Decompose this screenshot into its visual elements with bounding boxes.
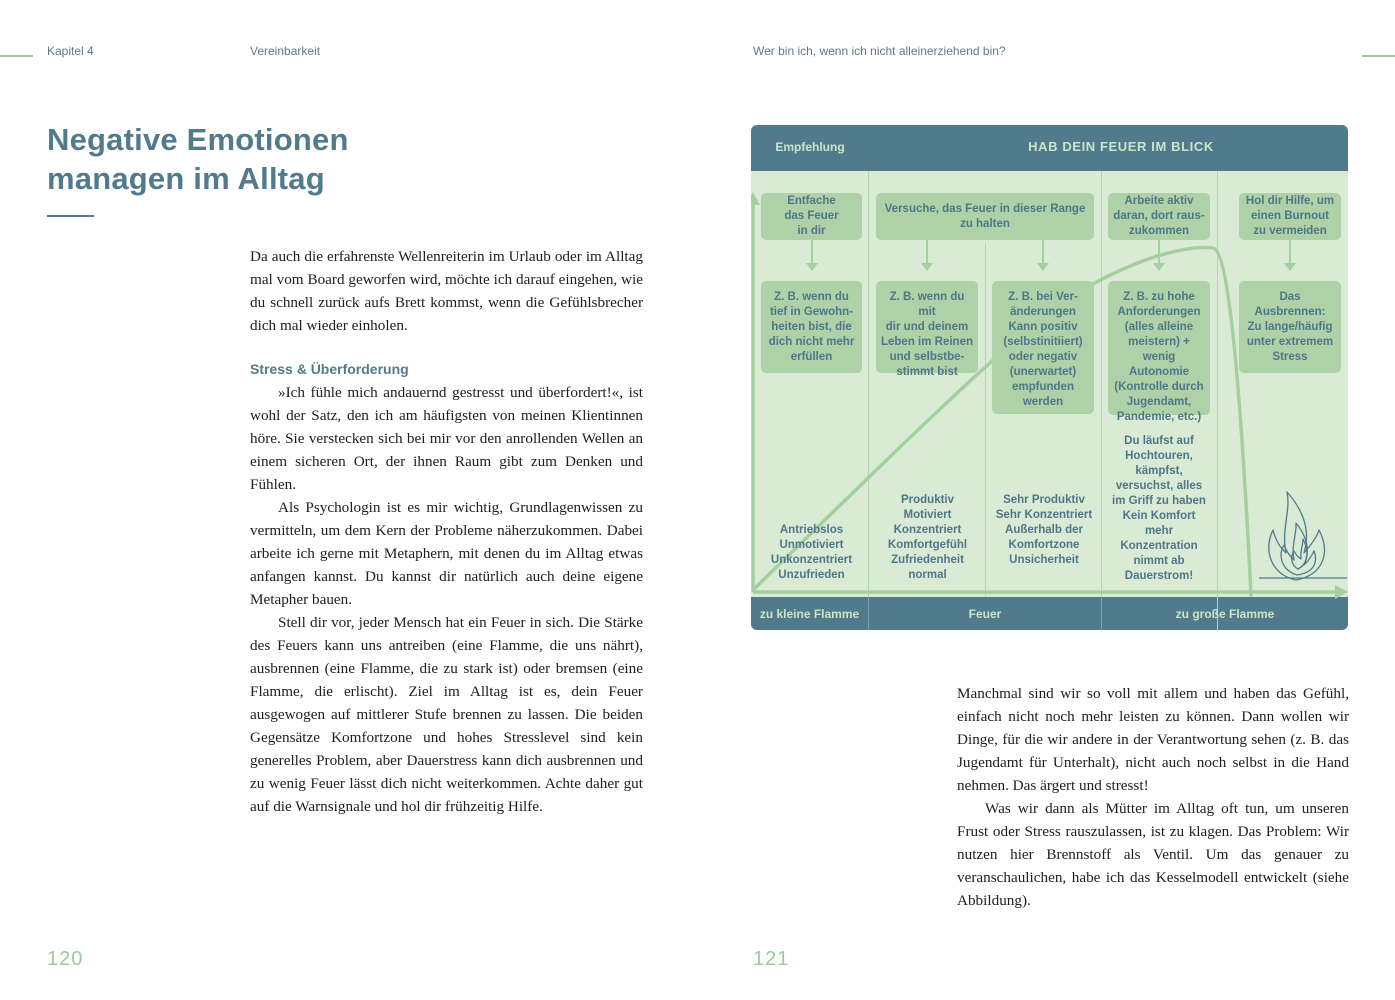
state-text (1103, 434, 1215, 584)
box-line: Das Ausbrennen: (1254, 290, 1326, 318)
box-line: werden (1022, 396, 1064, 408)
title-line: Negative Emotionen (47, 122, 349, 157)
box-line: und selbstbe- (889, 351, 965, 363)
recommendation-box (761, 193, 862, 240)
state-line: normal (908, 569, 947, 581)
state-line: versuchst, alles (1115, 480, 1203, 492)
fire-diagram (751, 125, 1348, 630)
box-line: Arbeite aktiv (1124, 195, 1194, 207)
box-line: tief in Gewohn- (769, 306, 854, 318)
box-line: Hol dir Hilfe, um (1245, 195, 1335, 207)
state-line: Unsicherheit (1009, 554, 1079, 566)
box-line: (selbstinitiiert) (1003, 336, 1083, 348)
page-number-left: 120 (47, 948, 84, 970)
box-line: Stress (1272, 350, 1308, 363)
body-paragraph: Manchmal sind wir so voll mit allem und haben das Gefühl, einfach nicht noch mehr leisten zu können. Dann wollen wir Dinge, für die wir andere in der Verantwortung sehen (z. B. das Jugendamt für Unterhalt), nicht auch noch selbst in die Hand nehmen. Das ärgert und stresst! (957, 685, 1349, 794)
box-line: Jugendamt, (1126, 396, 1192, 408)
diagram-header-left: Empfehlung (775, 140, 845, 154)
recommendation-box (876, 193, 1094, 240)
state-line: Komfortzone (1008, 539, 1080, 551)
box-line: Kann positiv (1008, 321, 1078, 333)
state-line: Produktiv (900, 494, 955, 506)
intro-paragraph: Da auch die erfahrenste Wellenreiterin im Urlaub oder im Alltag mal vom Board geworfen wird, möchte ich darauf eingehen, wie du schnell zurück aufs Brett kommst, wenn die Gefühlsbrecher dich mal wieder einholen. (250, 248, 643, 334)
state-line: Hochtouren, (1125, 450, 1193, 462)
box-line: heiten bist, die (771, 321, 852, 333)
box-line: Anforderungen (1117, 306, 1201, 318)
box-line: meistern) + (1128, 336, 1190, 348)
box-line: zu vermeiden (1253, 225, 1327, 237)
state-text (988, 493, 1100, 568)
box-line: Zu lange/häufig (1247, 320, 1333, 333)
running-header-chapter: Kapitel 4 (47, 44, 94, 58)
state-line: Motiviert (903, 509, 952, 521)
state-line: mehr (1144, 525, 1174, 537)
box-line: in dir (797, 225, 826, 237)
running-header-right: Wer bin ich, wenn ich nicht alleinerziehend bin? (753, 44, 1006, 58)
footer-label-fire: Feuer (968, 607, 1002, 621)
box-line: dir und deinem (885, 321, 969, 333)
box-line: empfunden (1012, 381, 1074, 393)
box-line: Versuche, das Feuer in dieser Range (884, 202, 1086, 215)
box-line: stimmt bist (896, 366, 958, 378)
box-line: (Kontrolle durch (1114, 381, 1204, 393)
example-box (876, 281, 978, 378)
box-line: einen Burnout (1251, 210, 1329, 222)
running-header-section: Vereinbarkeit (250, 44, 321, 58)
box-line: Z. B. bei Ver- (1008, 291, 1078, 303)
state-line: Sehr Konzentriert (995, 509, 1093, 521)
box-line: erfüllen (790, 351, 833, 363)
state-text (759, 523, 864, 583)
example-box (761, 281, 862, 373)
state-line: Unzufrieden (778, 569, 845, 581)
page-number-right: 121 (753, 948, 790, 970)
state-line: Dauerstrom! (1124, 570, 1194, 582)
box-line: Z. B. wenn du mit (889, 291, 965, 318)
state-line: Antriebslos (779, 524, 844, 536)
title-line: managen im Alltag (47, 161, 325, 196)
header-rule-left (0, 55, 33, 57)
example-box (992, 281, 1094, 414)
subheading: Stress & Überforderung (250, 361, 409, 377)
state-line: nimmt ab (1133, 555, 1185, 567)
box-line: Z. B. zu hohe (1123, 291, 1195, 303)
state-line: Zufriedenheit (891, 554, 964, 566)
box-line: (alles alleine (1124, 321, 1194, 333)
flame-icon (1259, 492, 1347, 580)
recommendation-box (1239, 193, 1341, 240)
box-line: Z. B. wenn du (774, 291, 849, 303)
box-line: änderungen (1010, 306, 1076, 318)
title-underline (47, 215, 94, 217)
state-line: Du läufst auf (1124, 435, 1194, 447)
state-line: kämpfst, (1135, 465, 1183, 477)
box-line: zu halten (960, 217, 1010, 230)
right-body (957, 682, 1349, 912)
box-line: oder negativ (1008, 351, 1078, 363)
chapter-title (47, 120, 447, 198)
box-line: wenig Autonomie (1128, 351, 1190, 378)
x-axis-arrow (1335, 585, 1348, 599)
box-line: dich nicht mehr (768, 336, 855, 348)
state-line: Komfortgefühl (887, 539, 968, 551)
body-paragraph: Als Psychologin ist es mir wichtig, Grundlagenwissen zu vermitteln, um dem Kern der Probleme näherzukommen. Dabei arbeite ich gerne mit Metaphern, mit denen du im Alltag etwas anfangen kannst. Du kannst dir natürlich auch deine eigene Metapher bauen. (250, 499, 643, 608)
footer-label-large: zu große Flamme (1175, 607, 1275, 621)
state-line: Konzentration (1120, 540, 1198, 552)
state-line: Konzentriert (893, 524, 962, 536)
box-line: Entfache (787, 195, 836, 207)
y-axis-arrow (751, 192, 760, 205)
box-line: (unerwartet) (1009, 366, 1077, 378)
state-text (871, 493, 984, 583)
state-line: Unkonzentriert (770, 554, 853, 566)
state-line: Unmotiviert (779, 539, 844, 551)
header-rule-right (1362, 55, 1395, 57)
state-line: Außerhalb der (1005, 524, 1083, 536)
state-line: Kein Komfort (1122, 510, 1196, 522)
diagram-header-title: HAB DEIN FEUER IM BLICK (1028, 139, 1214, 154)
body-paragraph: Was wir dann als Mütter im Alltag oft tun, um unseren Frust oder Stress rauszulassen, ist zu klagen. Das Problem: Wir nutzen hier Brennstoff als Ventil. Um das genauer zu veranschaulichen, habe ich das Kesselmodell entwickelt (siehe Abbildung). (957, 800, 1349, 909)
state-line: Sehr Produktiv (1003, 494, 1085, 506)
left-body (250, 245, 643, 818)
box-line: daran, dort raus- (1113, 210, 1205, 222)
recommendation-box (1108, 193, 1210, 240)
state-line: im Griff zu haben (1112, 495, 1206, 507)
box-line: das Feuer (784, 210, 839, 222)
box-line: Leben im Reinen (880, 336, 974, 348)
body-paragraph: Stell dir vor, jeder Mensch hat ein Feuer in sich. Die Stärke des Feuers kann uns antreiben (eine Flamme, die uns nährt), ausbrennen (eine Flamme, die zu stark ist) oder bremsen (eine Flamme, die erlischt). Ziel im Alltag ist es, dein Feuer ausgewogen auf mittlerer Stufe brennen zu lassen. Die beiden Gegensätze Komfortzone und hohes Stresslevel sind kein generelles Problem, aber Dauerstress kann dich ausbrennen und zu wenig Feuer lässt dich nicht weiterkommen. Achte daher gut auf die Warnsignale und hol dir frühzeitig Hilfe. (250, 614, 643, 815)
box-line: unter extremem (1246, 335, 1334, 348)
footer-label-small: zu kleine Flamme (759, 607, 860, 621)
box-line: Pandemie, etc.) (1116, 411, 1202, 423)
body-paragraph: »Ich fühle mich andauernd gestresst und überfordert!«, ist wohl der Satz, den ich am häufigsten von meinen Klientinnen höre. Sie verstecken sich bei mir vor den anrollenden Wellen an einem sicheren Ort, der ihnen Raum gibt zum Denken und Fühlen. (250, 384, 643, 493)
example-box (1108, 281, 1210, 423)
box-line: zukommen (1128, 225, 1190, 237)
example-box (1239, 281, 1341, 373)
